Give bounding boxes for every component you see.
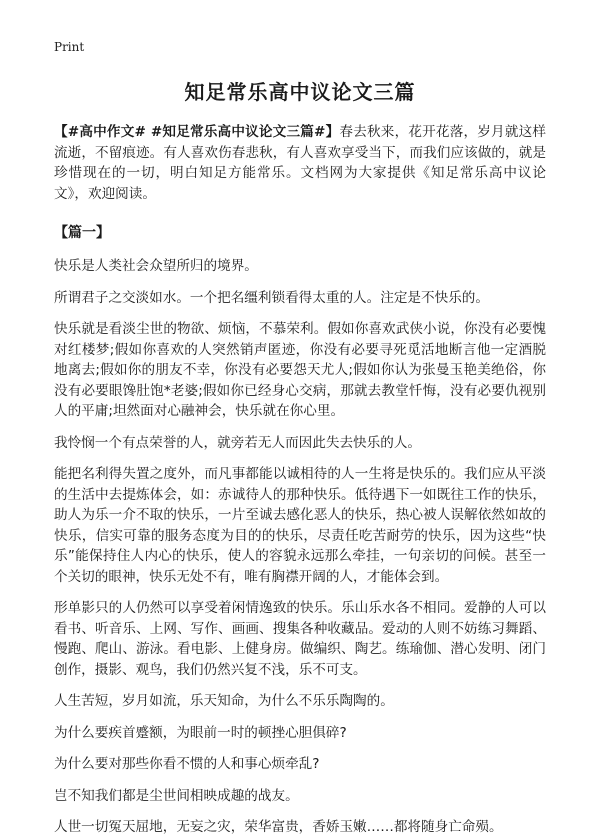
intro-text: 春去秋来，花开花落，岁月就这样流逝，不留痕迹。有人喜欢伤春悲秋，有人喜欢享受当下，而我们应该做的，就是珍惜现在的一切，明白知足方能常乐。文档网为大家提供《知足常乐高中议论文》，欢迎阅读。 — [54, 124, 547, 202]
body-paragraph: 为什么要对那些你看不惯的人和事心烦牵乱? — [54, 756, 320, 772]
body-paragraph: 我怜悯一个有点荣誉的人，就旁若无人而因此失去快乐的人。 — [54, 434, 422, 451]
body-paragraph: 快乐就是看淡尘世的物欲、烦恼，不慕荣利。假如你喜欢武侠小说，你没有必要愧对红楼梦;假如你喜欢的人突然销声匿迹，你没有必要寻死觅活地断言他一定酒脱地离去;假如你的朋友不幸，你没有必要怨天尤人;假如你认为张曼玉艳美绝俗，你没有必要眼馋肚饱*老婆;假如你已经身心交病，那就去教堂忏悔，没有必要仇视别人的平庸;坦然面对心融神会，快乐就在你心里。 — [54, 321, 546, 419]
body-paragraph: 能把名利得失置之度外，而凡事都能以诚相待的人一生将是快乐的。我们应从平淡的生活中去提炼体会，如：赤诚待人的那种快乐。低待遇下一如既往工作的快乐，助人为乐一介不取的快乐，一片至诚去感化恶人的快乐，热心被人误解依然如故的快乐，信实可靠的服务态度为目的的快乐，尽责任吃苦耐劳的快乐，因为这些“快乐”能保持住人内心的快乐，使人的容貌永远那么牵挂，一句亲切的问候。甚至一个关切的眼神，快乐无处不有，唯有胸襟开阔的人，才能体会到。 — [54, 466, 546, 585]
page-title: 知足常乐高中议论文三篇 — [184, 80, 416, 104]
intro-paragraph — [54, 122, 546, 204]
body-paragraph: 人生苦短，岁月如流，乐天知命，为什么不乐乐陶陶的。 — [54, 693, 394, 709]
body-paragraph: 为什么要疾首蹙额，为眼前一时的顿挫心胆俱碎? — [54, 724, 347, 741]
print-label[interactable]: Print — [54, 40, 85, 54]
body-paragraph: 形单影只的人仍然可以享受着闲情逸致的快乐。乐山乐水各不相同。爱静的人可以看书、听音乐、上网、写作、画画、搜集各种收藏品。爱动的人则不妨练习舞蹈、慢跑、爬山、游泳。看电影、上健身房。做编织、陶艺。练瑜伽、潜心发明、闭门创作，摄影、观鸟，我们仍然兴复不浅，乐不可支。 — [54, 600, 546, 678]
intro-tags: 【#高中作文# #知足常乐高中议论文三篇#】 — [54, 124, 340, 140]
section-heading: 【篇一】 — [54, 225, 110, 241]
body-paragraph: 所谓君子之交淡如水。一个把名缰利锁看得太重的人。注定是不快乐的。 — [54, 289, 489, 306]
body-paragraph: 人世一切冤天屈地，无妄之灾，荣华富贵，香娇玉嫩……都将随身亡命殒。 — [54, 819, 503, 835]
body-paragraph: 岂不知我们都是尘世间相映成趣的战友。 — [54, 787, 299, 804]
body-paragraph: 快乐是人类社会众望所归的境界。 — [54, 258, 258, 274]
